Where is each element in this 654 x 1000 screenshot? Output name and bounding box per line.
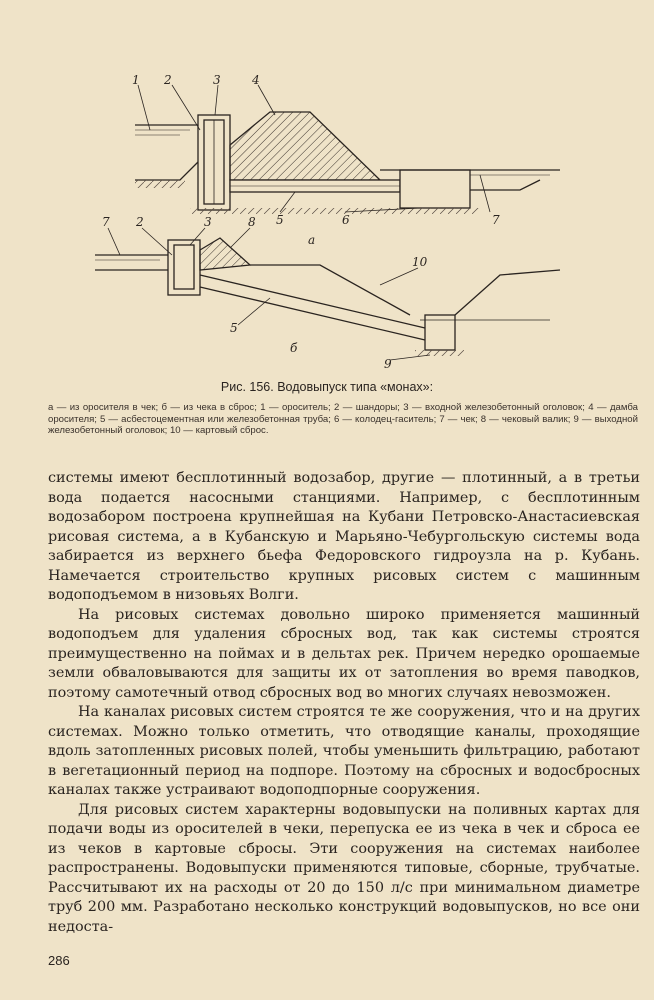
label-b-8: 8 bbox=[248, 215, 256, 229]
sub-label-b: б bbox=[290, 341, 298, 355]
paragraph: Для рисовых систем характерны водовыпуски на поливных картах для подачи воды из оросителей в чеки, перепуска ее из чека в чек и сброса ее из чеков в картовые сбросы. Эти сооружения на системах наиболее распространены. Водовыпуски применяются типовые, сборные, трубчатые. Рассчитывают их на расходы от 20 до 150 л/с при минимальном диаметре труб 200 мм. Разработано несколько конструкций водовыпусков, но все они недоста- bbox=[48, 801, 640, 935]
paragraph: На каналах рисовых систем строятся те же сооружения, что и на других системах. Можно только отметить, что отводящие каналы, проходящие вдоль затопленных рисовых полей, чтобы уменьшить фильтрацию, работают в вегетационный период на подпоре. Поэтому на сбросных и водосбросных каналах также устраивают водоподпорные сооружения. bbox=[48, 704, 640, 798]
label-a-4: 4 bbox=[252, 73, 260, 87]
soil-hatch bbox=[135, 180, 185, 188]
monk-outlet-diagram bbox=[80, 70, 640, 380]
leader-b-9 bbox=[390, 355, 430, 360]
label-b-7: 7 bbox=[102, 215, 110, 229]
leader-3 bbox=[215, 85, 218, 115]
paragraph: На рисовых системах довольно широко применяется машинный водоподъем для удаления сбросных вод, так как системы строятся преимущественно на поймах и в дельтах рек. Причем нередко орошаемые земли обваловываются для защиты их от затопления во время паводков, поэтому самотечный отвод сбросных вод во многих случаях невозможен. bbox=[48, 606, 640, 701]
check-bottom bbox=[470, 180, 540, 190]
leader-1 bbox=[138, 85, 150, 130]
label-a-6: 6 bbox=[342, 213, 350, 227]
drain-bank bbox=[455, 270, 560, 315]
paragraph: системы имеют бесплотинный водозабор, другие — плотинный, а в третьи вода подается насосными станциями. Например, с бесплотинным водозабором построена крупнейшая на Кубани Петровско-Анастасиевская рисовая система, а в Кубанскую и Марьяно-Чебургольскую системы вода забирается из верхнего бьефа Федоровского гидроузла на р. Кубань. Намечается строительство крупных рисовых систем с машинным водоподъемом в низовьях Волги. bbox=[48, 470, 640, 603]
dam bbox=[230, 112, 380, 180]
figure-156 bbox=[80, 70, 640, 380]
canal-bottom bbox=[135, 162, 198, 180]
figure-caption: Рис. 156. Водовыпуск типа «монах»: bbox=[220, 380, 434, 394]
check-levee bbox=[200, 238, 250, 270]
leader-4 bbox=[258, 85, 275, 115]
leader-b-10 bbox=[380, 268, 418, 285]
figure-legend: а — из оросителя в чек; б — из чека в сброс; 1 — ороситель; 2 — шандоры; 3 — входной железобетонный оголовок; 4 — дамба оросителя; 5 — асбестоцементная или железобетонная труба; 6 — колодец-гаситель; 7 — чек; 8 — чековый валик; 9 — выходной железобетонный оголовок; 10 — картовый сброс. bbox=[48, 402, 638, 437]
inlet-head-b bbox=[168, 240, 200, 295]
diagram-b-labels bbox=[102, 215, 428, 371]
soil-hatch bbox=[190, 208, 480, 214]
stilling-well bbox=[400, 170, 470, 208]
leader-7 bbox=[480, 175, 490, 212]
leader-b-5 bbox=[238, 298, 270, 325]
label-b-3: 3 bbox=[204, 215, 212, 229]
label-b-2: 2 bbox=[136, 215, 144, 229]
page-number: 286 bbox=[48, 953, 70, 968]
label-a-1: 1 bbox=[132, 73, 140, 87]
label-a-3: 3 bbox=[213, 73, 221, 87]
ground-slope bbox=[250, 265, 410, 315]
diagram-b bbox=[95, 228, 560, 360]
label-b-9: 9 bbox=[384, 357, 392, 371]
diagram-a bbox=[135, 85, 560, 214]
label-a-5: 5 bbox=[276, 213, 284, 227]
soil-hatch bbox=[415, 350, 465, 356]
sub-label-a: а bbox=[308, 233, 316, 247]
leader-b-8 bbox=[230, 228, 250, 248]
label-b-10: 10 bbox=[412, 255, 428, 269]
label-a-7: 7 bbox=[492, 213, 500, 227]
leader-2 bbox=[172, 85, 200, 130]
label-a-2: 2 bbox=[164, 73, 172, 87]
label-b-5: 5 bbox=[230, 321, 238, 335]
leader-b-7 bbox=[108, 228, 120, 255]
body-text bbox=[48, 469, 640, 937]
